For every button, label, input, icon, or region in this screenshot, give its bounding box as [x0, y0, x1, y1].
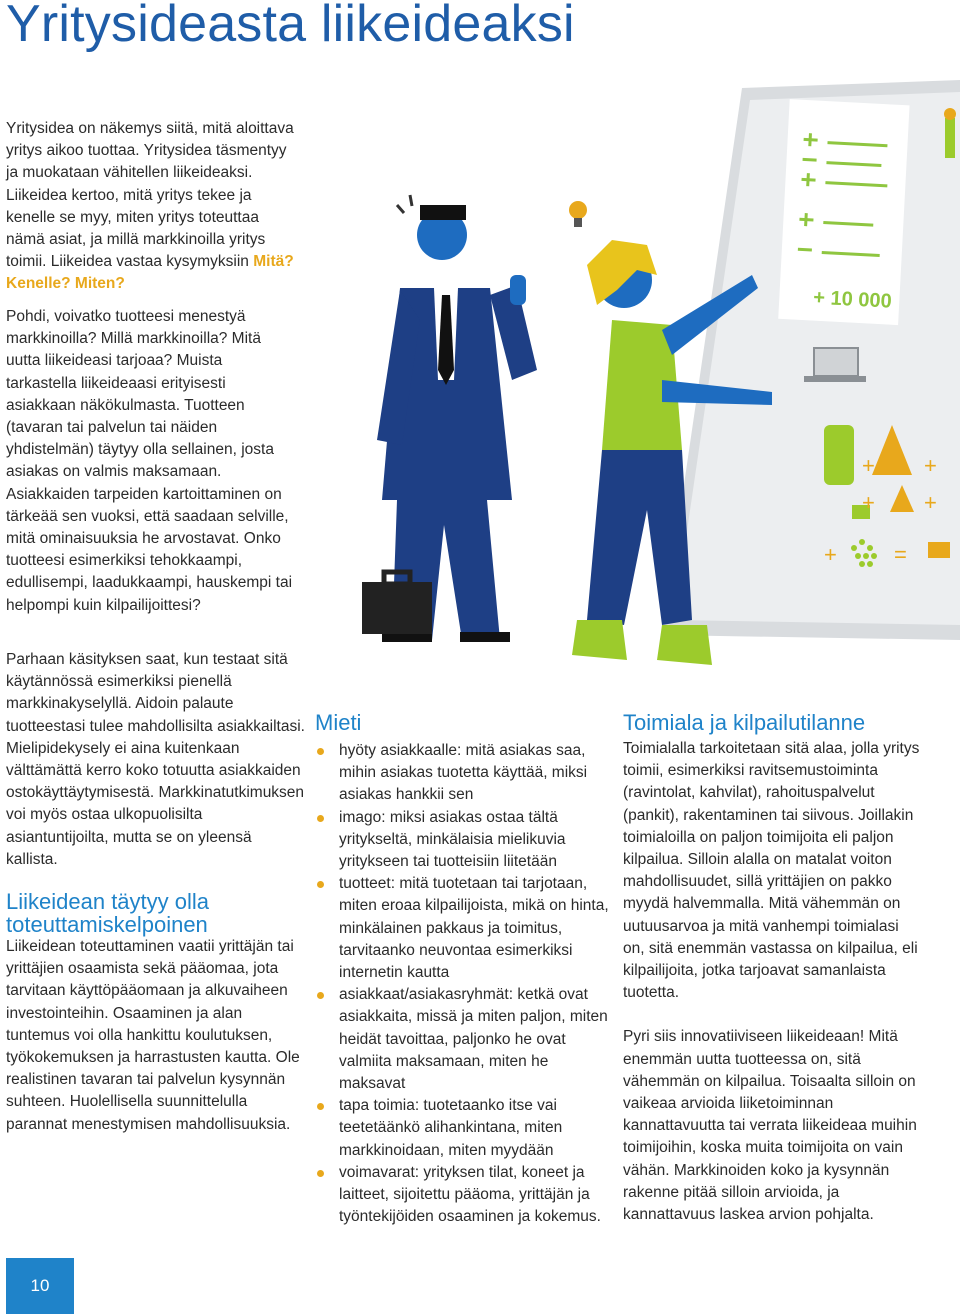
- woman-legs: [587, 450, 692, 625]
- small-figure: [945, 118, 955, 158]
- green-cylinder: [824, 425, 854, 485]
- market-paragraph: [6, 306, 296, 617]
- industry-text: Toimialalla tarkoitetaan sitä alaa, jolla yritys toimii, esimerkiksi ravitsemustoiminta (ravintolat, kahvilat), rahoituspalvelut (pankit), rakentaminen tai siivous. Joillakin toimialoilla on paljon toimijoita eli paljon kilpailua. Silloin alalla on matalat voiton mahdollisuudet, sillä yrittäjien on pakko myydä halvemmalla. Mitä vähemmän on uutuusarvoa ja mitä vanhempi toimialasi on, sitä enemmän vastassa on kilpailua, eli kilpailijoita, jotka tarjoavat samanlaista tuotetta.: [623, 740, 920, 1002]
- industry-section: [623, 711, 923, 1226]
- yellow-camera: [928, 542, 950, 558]
- mieti-section: [315, 711, 610, 1228]
- plus-sign: +: [862, 490, 875, 515]
- list-item: hyöty asiakkaalle: mitä asiakas saa, mihin asiakas tuotetta käyttää, miksi asiakas hankkii sen: [315, 740, 610, 807]
- small-figure-head: [944, 108, 956, 120]
- list-item: voimavarat: yrityksen tilat, koneet ja laitteet, sijoitettu pääoma, yrittäjän ja työntekijöiden osaaminen ja kokemus.: [315, 1162, 610, 1229]
- market-text: Pohdi, voivatko tuotteesi menestyä markkinoilla? Millä markkinoilla? Mitä uutta liikeideasi tarjoaa? Muista tarkastella liikeideaasi erityisesti asiakkaan näkökulmasta. Tuotteen (tavaran tai palvelun tai näiden yhdistelmän) täytyy olla sellainen, josta asiakas on valmis maksamaan. Asiakkaiden tarpeiden kartoittaminen on tärkeää sen vuoksi, että saadaan selville, mitä ominaisuuksia he arvostavat. Onko tuotteesi esimerkiksi tehokkaampi, edullisempi, laadukkaampi, hauskempi tai helpompi kuin kilpailijoittesi?: [6, 308, 293, 614]
- lightbulb-icon: [569, 201, 587, 227]
- feasibility-text: Liikeidean toteuttaminen vaatii yrittäjän tai yrittäjien osaamista sekä pääomaa, jota tarvitaan käyttöpääomaan ja alkuvaiheen investointeihin. Osaaminen ja alan tuntemus voi olla hankittu koulutuksen, työkokemuksen ja harrastusten kautta. Ole realistinen tavaran tai palvelun kysynnän suhteen. Huolellisella suunnittelulla parannat menestymisen mahdollisuuksia.: [6, 938, 300, 1133]
- mieti-list: [315, 740, 610, 1228]
- list-item: asiakkaat/asiakasryhmät: ketkä ovat asiakkaita, missä ja miten paljon, miten heidät tavoittaa, paljonko he ovat valmiita maksamaan, miten he maksavat: [315, 984, 610, 1095]
- paper-sheet: [778, 99, 909, 325]
- innovation-text: Pyri siis innovatiiviseen liikeideaan! Mitä enemmän uutta tuotteessa on, sitä vähemmän on kilpailua. Toisaalta silloin on vaikeaa arvioida liiketoiminnan kannattavuutta tai verrata liikeideaa muihin toimijoihin, koska muita toimijoita on vain vähän. Markkinoiden koko ja kysynnän rakenne pitää silloin arvioida, ja kannattavuus laskea arvion pohjalta.: [623, 1028, 917, 1224]
- plus-sign: +: [924, 490, 937, 515]
- page-title: Yritysideasta liikeideaksi: [6, 0, 575, 53]
- intro-text: Yritysidea on näkemys siitä, mitä aloittava yritys aikoo tuottaa. Yritysidea täsmentyy ja muokataan vähitellen liikeideaksi. Liikeidea kertoo, mitä yritys tekee ja kenelle se myy, miten yritys toteuttaa nämä asiat, ja millä markkinoilla yritys toimii. Liikeidea vastaa kysymyksiin: [6, 120, 294, 271]
- equals-sign: =: [894, 542, 907, 567]
- feasibility-heading: Liikeidean täytyy olla toteuttamiskelpoinen: [6, 889, 210, 938]
- industry-heading: Toimiala ja kilpailutilanne: [623, 710, 866, 735]
- woman-shoe: [657, 625, 712, 665]
- intro-highlight: Mitä? Kenelle? Miten?: [6, 253, 294, 293]
- man-hair: [420, 205, 466, 220]
- plus-sign: +: [862, 453, 875, 478]
- mieti-heading: Mieti: [315, 710, 362, 735]
- plus-sign: +: [824, 542, 837, 567]
- man-hand: [510, 275, 526, 305]
- plus-sign: +: [924, 453, 937, 478]
- business-illustration: [362, 80, 960, 670]
- page-number: 10: [6, 1258, 74, 1314]
- testing-paragraph: Parhaan käsityksen saat, kun testaat sitä käytännössä esimerkiksi pienellä markkinakyselyllä. Aidoin palaute tuotteestasi tulee mahdollisilta asiakkailtasi. Mielipidekysely ei aina kuitenkaan välttämättä kerro koko totuutta asiakkaiden ostokäyttäytymisestä. Markkinatutkimuksen voi myös ostaa ulkopuolisilta asiantuntijoilta, mutta se on yleensä kallista.: [6, 651, 305, 868]
- man-figure: [377, 205, 537, 642]
- list-item: tuotteet: mitä tuotetaan tai tarjotaan, miten eroaa kilpailijoista, mikä on hinta, minkälainen pakkaus ja toimitus, tarvitaanko neuvontaa esimerkiksi internetin kautta: [315, 873, 610, 984]
- list-item: tapa toimia: tuotetaanko itse vai teetetäänkö alihankintana, miten markkinoidaan, miten myydään: [315, 1095, 610, 1162]
- left-column-bottom: [6, 649, 306, 1136]
- attention-marks: [397, 195, 412, 213]
- list-item: imago: miksi asiakas ostaa tältä yritykseltä, minkälaisia mielikuvia yritykseen tai tuotteisiin liitetään: [315, 807, 610, 874]
- woman-shoe: [572, 620, 627, 660]
- intro-paragraph: [6, 118, 296, 296]
- sheet-value: + 10 000: [812, 286, 893, 313]
- laptop-icon: [804, 348, 866, 382]
- man-shoe: [460, 632, 510, 642]
